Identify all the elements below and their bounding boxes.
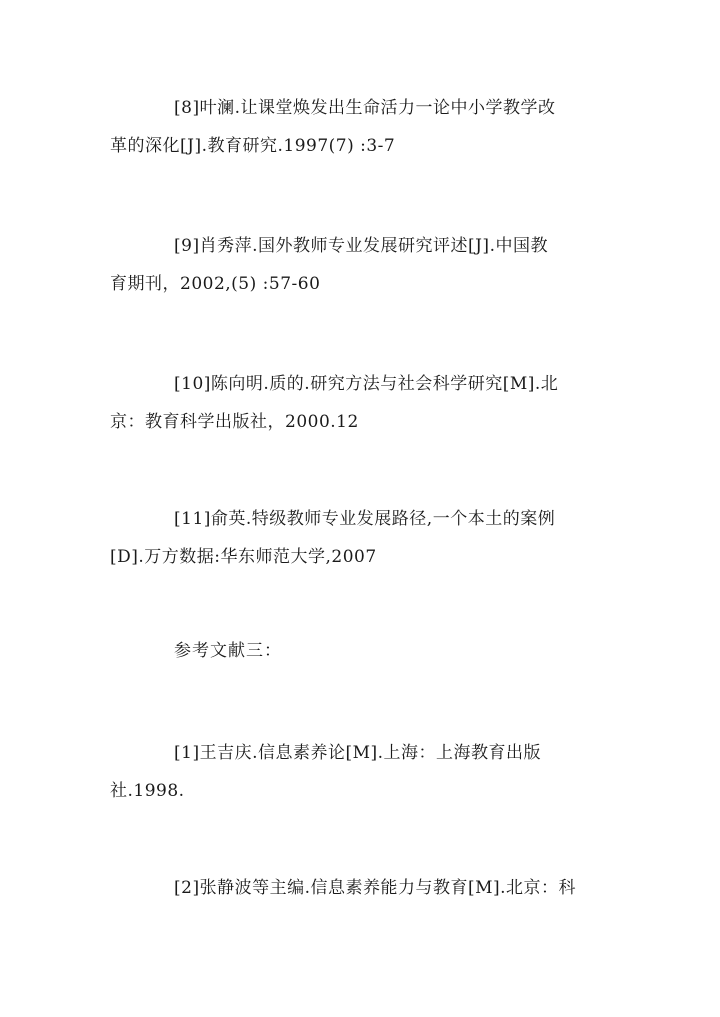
- reference-three-2: [110, 869, 610, 907]
- reference-three-1: [110, 734, 610, 810]
- reference-11: [110, 500, 610, 576]
- reference-10: [110, 365, 610, 441]
- reference-9: [110, 227, 610, 303]
- reference-line: [2]张静波等主编.信息素养能力与教育[M].北京：科: [174, 878, 577, 898]
- reference-line: [8]叶澜.让课堂焕发出生命活力一论中小学教学改: [174, 98, 556, 118]
- reference-line: 革的深化[J].教育研究.1997(7) :3-7: [110, 136, 396, 156]
- reference-line: 育期刊，2002,(5) :57-60: [110, 274, 321, 294]
- reference-line: [10]陈向明.质的.研究方法与社会科学研究[M].北: [174, 374, 559, 394]
- reference-line: [9]肖秀萍.国外教师专业发展研究评述[J].中国教: [174, 236, 548, 256]
- reference-line: 社.1998.: [110, 781, 185, 801]
- reference-line: [11]俞英.特级教师专业发展路径,一个本土的案例: [174, 509, 556, 529]
- reference-line: [D].万方数据:华东师范大学,2007: [110, 547, 377, 567]
- reference-line: [1]王吉庆.信息素养论[M].上海：上海教育出版: [174, 743, 542, 763]
- reference-line: 京：教育科学出版社，2000.12: [110, 412, 359, 432]
- reference-8: [110, 89, 610, 165]
- section-heading: 参考文献三：: [174, 641, 282, 661]
